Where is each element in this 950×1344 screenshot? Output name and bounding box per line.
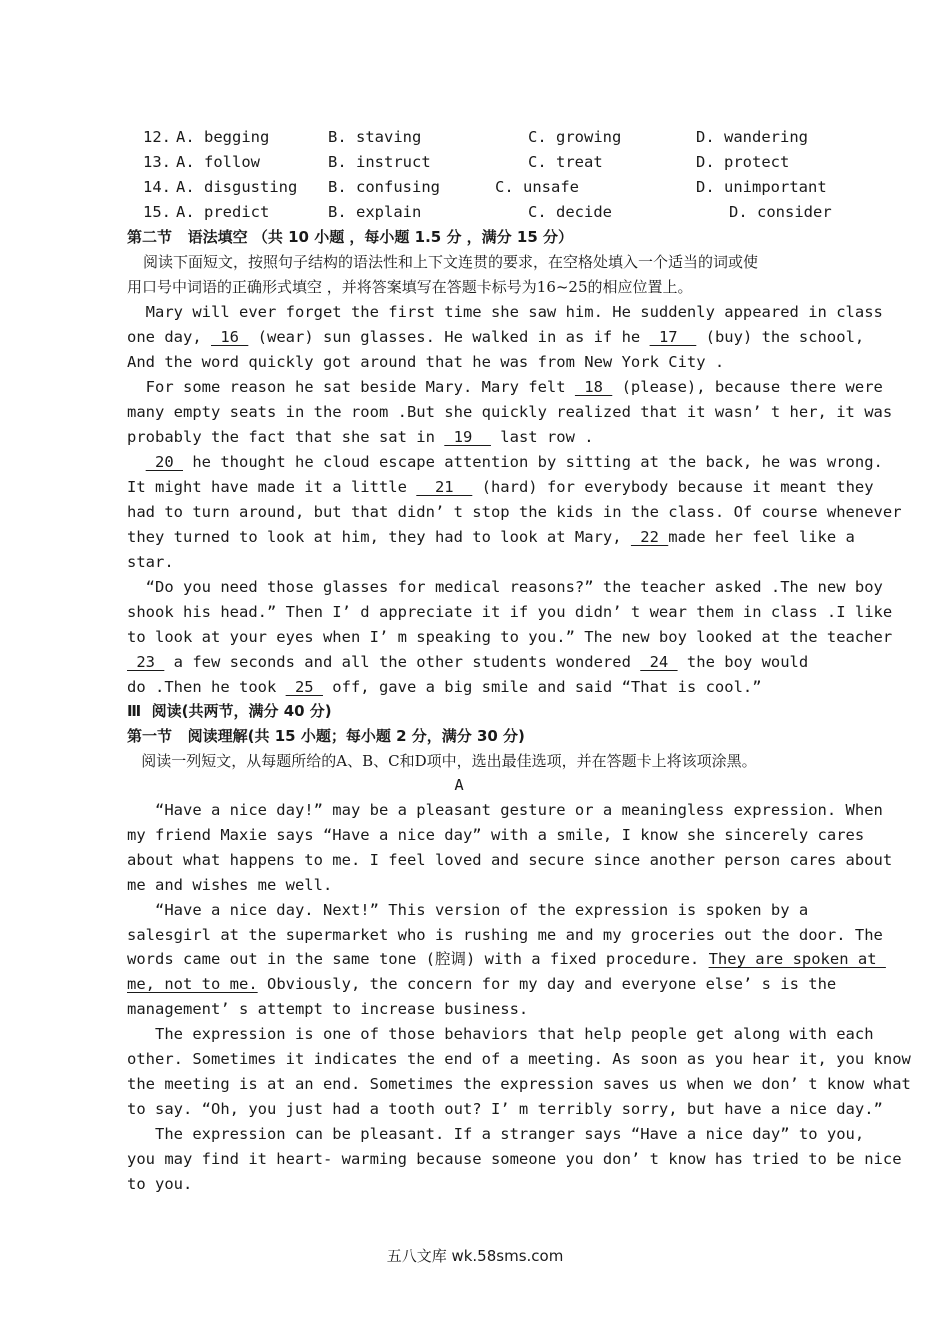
blank-18: 18 <box>574 378 613 396</box>
passage-a-line: about what happens to me. I feel loved and secure since another person cares about <box>127 851 893 869</box>
blank-25: 25 <box>285 678 323 696</box>
text: (hard) for everybody because it meant they <box>472 478 874 496</box>
option-row-14 <box>0 175 950 200</box>
text: probably the fact that she sat in <box>127 428 445 446</box>
passage-a-line: my friend Maxie says “Have a nice day” with a smile, I know she sincerely cares <box>127 826 865 844</box>
option-c: C. decide <box>528 203 612 221</box>
instructions-line: 阅读下面短文，按照句子结构的语法性和上下文连贯的要求，在空格处填入一个适当的词或使 <box>143 253 759 271</box>
passage-a-line: The expression is one of those behaviors that help people get along with each <box>127 1025 874 1043</box>
passage-line <box>127 325 864 350</box>
passage-a-line: salesgirl at the supermarket who is rushing me and my groceries out the door. The <box>127 926 883 944</box>
question-number: 13. <box>143 153 171 171</box>
blank-19: 19 <box>444 428 491 446</box>
text: the boy would <box>677 653 809 671</box>
text: (buy) the school, <box>696 328 865 346</box>
passage-line: many empty seats in the room .But she quickly realized that it wasn’ t her, it was <box>127 403 893 421</box>
passage-line: Mary will ever forget the first time she saw him. He suddenly appeared in class <box>127 303 883 321</box>
option-a: A. predict <box>176 203 270 221</box>
passage-line <box>127 375 883 400</box>
passage-a-line: The expression can be pleasant. If a stranger says “Have a nice day” to you, <box>127 1125 865 1143</box>
passage-line <box>127 450 883 475</box>
passage-a-line: you may find it heart- warming because someone you don’ t know has tried to be nice <box>127 1150 902 1168</box>
option-b: B. explain <box>328 203 422 221</box>
blank-16: 16 <box>211 328 249 346</box>
text: one day, <box>127 328 211 346</box>
text <box>127 453 146 471</box>
text: a few seconds and all the other students wondered <box>164 653 641 671</box>
passage-line <box>127 475 874 500</box>
option-d: D. protect <box>696 153 790 171</box>
option-d: D. wandering <box>696 128 808 146</box>
passage-line <box>127 650 808 675</box>
passage-label: A <box>454 776 464 794</box>
blank-24: 24 <box>640 653 678 671</box>
blank-17: 17 <box>649 328 697 346</box>
option-b: B. confusing <box>328 178 440 196</box>
passage-line <box>127 425 594 450</box>
passage-line <box>127 525 855 550</box>
underlined-sentence: me, not to me. <box>127 975 258 993</box>
passage-a-line: to you. <box>127 1175 193 1193</box>
passage-line: “Do you need those glasses for medical reasons?” the teacher asked .The new boy <box>127 578 883 596</box>
underlined-sentence: They are spoken at <box>708 950 886 968</box>
text: words came out in the same tone (腔调) with a fixed procedure. <box>127 950 709 968</box>
option-row-15 <box>0 200 950 225</box>
option-b: B. staving <box>328 128 422 146</box>
option-a: A. follow <box>176 153 260 171</box>
option-d: D. unimportant <box>696 178 827 196</box>
passage-a-line: other. Sometimes it indicates the end of a meeting. As soon as you hear it, you know <box>127 1050 911 1068</box>
text: For some reason he sat beside Mary. Mary felt <box>127 378 575 396</box>
text: Obviously, the concern for my day and everyone else’ s is the <box>257 975 837 993</box>
question-number: 15. <box>143 203 171 221</box>
passage-a-line: the meeting is at an end. Sometimes the expression saves us when we don’ t know what <box>127 1075 911 1093</box>
blank-23: 23 <box>127 653 165 671</box>
part-heading-reading: Ⅲ 阅读(共两节，满分 40 分) <box>127 702 332 720</box>
blank-21: 21 <box>416 478 473 496</box>
passage-a-line: me and wishes me well. <box>127 876 333 894</box>
passage-line <box>127 675 762 700</box>
question-number: 14. <box>143 178 171 196</box>
text: It might have made it a little <box>127 478 417 496</box>
passage-line: And the word quickly got around that he was from New York City . <box>127 353 725 371</box>
option-row-13 <box>0 150 950 175</box>
text: do .Then he took <box>127 678 286 696</box>
option-c: C. unsafe <box>495 178 579 196</box>
passage-line: to look at your eyes when I’ m speaking to you.” The new boy looked at the teacher <box>127 628 893 646</box>
option-c: C. growing <box>528 128 622 146</box>
option-d: D. consider <box>729 203 832 221</box>
question-number: 12. <box>143 128 171 146</box>
passage-line: had to turn around, but that didn’ t stop the kids in the class. Of course whenever <box>127 503 902 521</box>
passage-a-line: “Have a nice day. Next!” This version of the expression is spoken by a <box>127 901 809 919</box>
text: off, gave a big smile and said “That is cool.” <box>322 678 762 696</box>
passage-line: shook his head.” Then I’ d appreciate it if you didn’ t wear them in class .I like <box>127 603 893 621</box>
option-c: C. treat <box>528 153 603 171</box>
option-row-12 <box>0 125 950 150</box>
passage-line: star. <box>127 553 174 571</box>
footer-watermark: 五八文库 wk.58sms.com <box>386 1247 564 1265</box>
option-b: B. instruct <box>328 153 431 171</box>
text: they turned to look at him, they had to look at Mary, <box>127 528 631 546</box>
passage-a-line <box>127 947 886 972</box>
option-a: A. disgusting <box>176 178 298 196</box>
passage-a-line: “Have a nice day!” may be a pleasant gesture or a meaningless expression. When <box>127 801 883 819</box>
section-heading-comprehension: 第一节 阅读理解(共 15 小题；每小题 2 分，满分 30 分) <box>127 727 525 745</box>
text: last row . <box>490 428 594 446</box>
blank-20: 20 <box>145 453 183 471</box>
blank-22: 22 <box>630 528 669 546</box>
instructions-line: 用口号中词语的正确形式填空 ，并将答案填写在答题卡标号为16~25的相应位置上。 <box>127 278 693 296</box>
section-heading-grammar: 第二节 语法填空 （共 10 小题 ，每小题 1.5 分 ，满分 15 分） <box>127 228 573 246</box>
passage-a-line: management’ s attempt to increase business. <box>127 1000 529 1018</box>
text: he thought he cloud escape attention by sitting at the back, he was wrong. <box>183 453 883 471</box>
text: (please), because there were <box>612 378 883 396</box>
instructions-line: 阅读一列短文，从每题所给的A、B、C和D项中，选出最佳选项，并在答题卡上将该项涂黑。 <box>127 752 757 770</box>
text: (wear) sun glasses. He walked in as if he <box>248 328 650 346</box>
option-a: A. begging <box>176 128 270 146</box>
passage-a-line: to say. “Oh, you just had a tooth out? I’ m terribly sorry, but have a nice day.” <box>127 1100 883 1118</box>
passage-a-line <box>127 972 836 997</box>
text: made her feel like a <box>668 528 855 546</box>
